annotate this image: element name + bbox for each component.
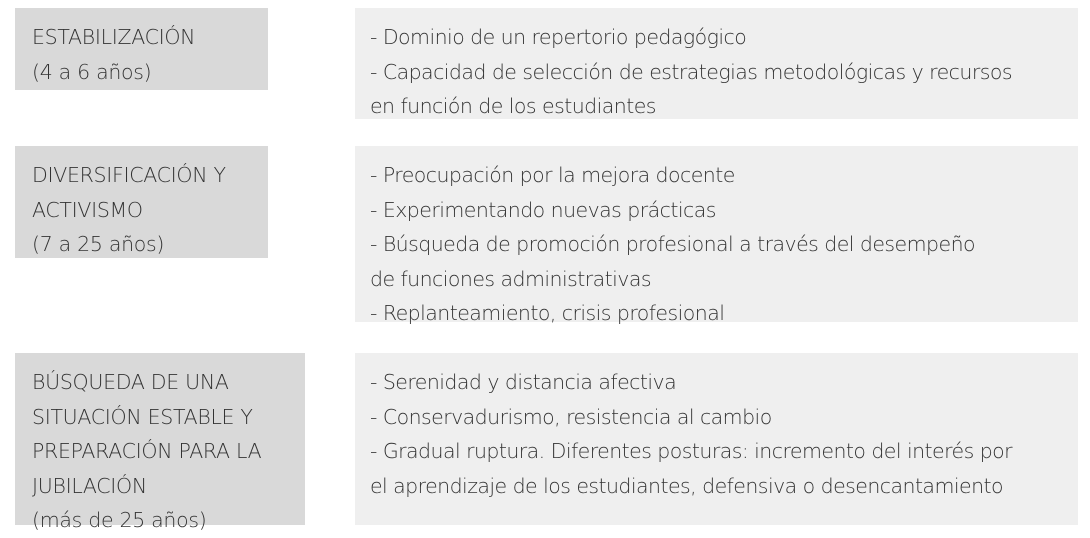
description-line: - Preocupación por la mejora docente (370, 163, 735, 187)
description-line: - Gradual ruptura. Diferentes posturas: incremento del interés por (370, 439, 1013, 463)
description-line: - Capacidad de selección de estrategias metodológicas y recursos (370, 59, 1012, 84)
description-line: de funciones administrativas (370, 266, 651, 291)
description-line: - Dominio de un repertorio pedagógico (370, 25, 747, 49)
stage-description-box (355, 353, 1078, 525)
description-line: - Búsqueda de promoción profesional a través del desempeño (370, 232, 976, 256)
stage-description-box (355, 146, 1078, 325)
description-line: - Replanteamiento, crisis profesional (370, 301, 725, 325)
description-line: - Experimentando nuevas prácticas (370, 197, 716, 222)
stage-label-box (15, 8, 268, 90)
stage-years-line: (más de 25 años) (32, 508, 207, 532)
stage-name-line: ESTABILIZACIÓN (32, 25, 196, 49)
stage-name-line: JUBILACIÓN (32, 473, 147, 498)
stage-name-line: PREPARACIÓN PARA LA (32, 439, 262, 463)
stage-years-line: (7 a 25 años) (32, 232, 165, 256)
stage-name-line: SITUACIÓN ESTABLE Y (32, 404, 253, 429)
description-line: el aprendizaje de los estudiantes, defensiva o desencantamiento (370, 473, 1003, 498)
stage-label-box (15, 146, 268, 258)
stage-years-line: (4 a 6 años) (32, 59, 152, 84)
stage-name-line: ACTIVISMO (32, 197, 143, 222)
description-line: - Serenidad y distancia afectiva (370, 370, 677, 394)
stage-name-line: BÚSQUEDA DE UNA (32, 370, 229, 394)
stage-name-line: DIVERSIFICACIÓN Y (32, 163, 226, 187)
stage-label-box (15, 353, 305, 532)
description-line: - Conservadurismo, resistencia al cambio (370, 404, 772, 429)
description-line: en función de los estudiantes (370, 94, 656, 118)
stage-description-box (355, 8, 1078, 119)
